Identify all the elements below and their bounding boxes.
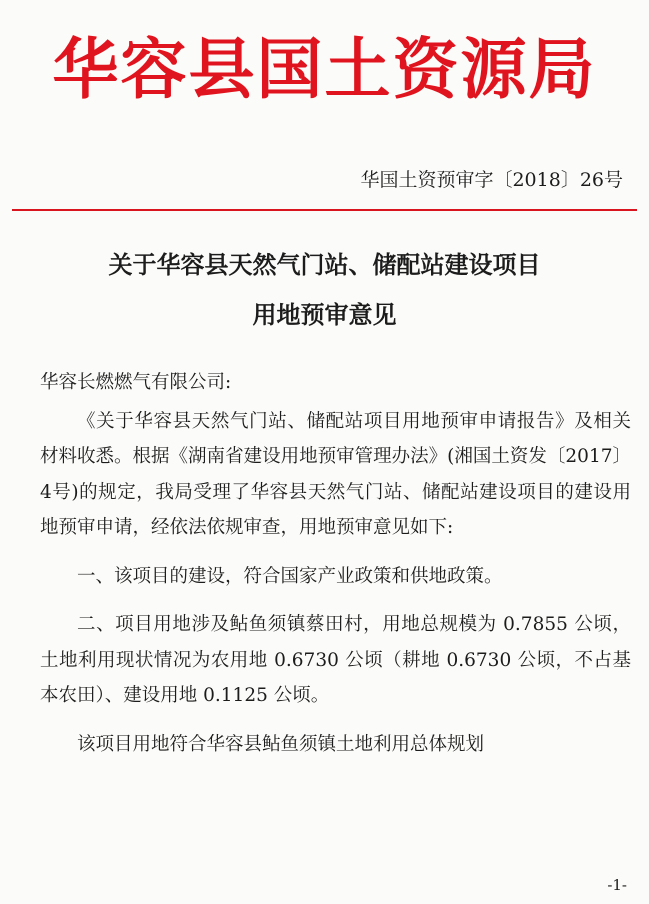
body-paragraph-2: 一、该项目的建设，符合国家产业政策和供地政策。 xyxy=(77,565,503,587)
document-body xyxy=(40,365,631,762)
body-paragraph-1: 《关于华容县天然气门站、储配站项目用地预审申请报告》及相关材料收悉。根据《湖南省建设用地预审管理办法》(湘国土资发〔2017〕4号)的规定，我局受理了华容县天然气门站、储配站建设项目的建设用地预审申请，经依法依规审查，用地预审意见如下: xyxy=(40,410,631,538)
addressee: 华容长燃燃气有限公司: xyxy=(40,372,232,393)
issuer-masthead: 华容县国土资源局 xyxy=(52,31,597,108)
red-divider xyxy=(12,209,637,211)
page-number: -1- xyxy=(607,876,627,894)
body-paragraph-3: 二、项目用地涉及鲇鱼须镇蔡田村，用地总规模为 0.7855 公顷，土地利用现状情况为农用地 0.6730 公顷（耕地 0.6730 公顷，不占基本农田）、建设用地 0.1125 公顷。 xyxy=(40,614,631,706)
document-title xyxy=(0,240,649,340)
document-number: 华国土资预审字〔2018〕26号 xyxy=(360,169,623,191)
title-line-1: 关于华容县天然气门站、储配站建设项目 xyxy=(108,251,541,279)
title-line-2: 用地预审意见 xyxy=(252,301,397,329)
body-paragraph-4: 该项目用地符合华容县鲇鱼须镇土地利用总体规划 xyxy=(77,733,485,755)
